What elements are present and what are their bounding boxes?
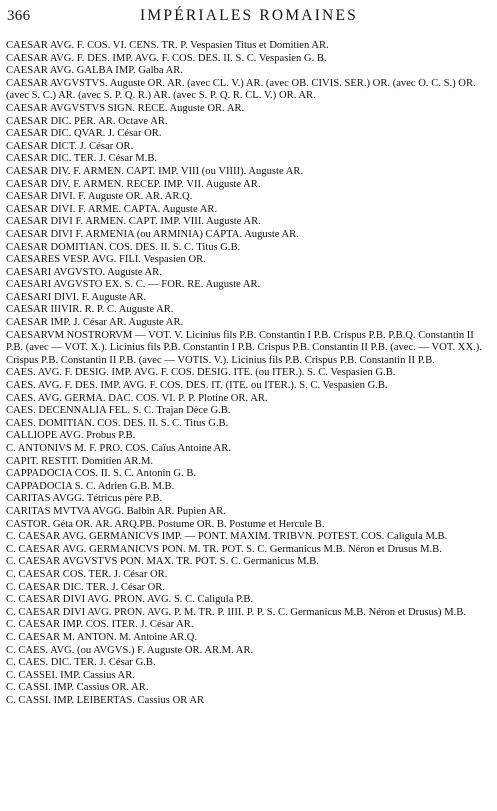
list-item: CAESAR AVGVSTVS SIGN. RECE. Auguste OR. AR.: [6, 102, 245, 114]
list-item: CAPPADOCIA S. C. Adrien G.B. M.B.: [6, 480, 175, 492]
list-item: CAESAR DOMITIAN. COS. DES. II. S. C. Titus G.B.: [6, 241, 241, 253]
entry-list: [6, 40, 491, 707]
list-item: CAESAR DIVI. F. ARME. CAPTA. Auguste AR.: [6, 203, 218, 215]
list-item: CAESARI AVGVSTO EX. S. C. — FOR. RE. Auguste AR.: [6, 279, 261, 291]
list-item: CALLIOPE AVG. Probus P.B.: [6, 430, 136, 442]
list-item: C. CAESAR DIVI AVG. PRON. AVG. S. C. Caligula P.B.: [6, 594, 254, 606]
list-item: C. CAES. AVG. (ou AVGVS.) F. Auguste OR. AR.M. AR.: [6, 644, 254, 656]
list-item: CAPPADOCIA COS. II. S. C. Antonin G. B.: [6, 468, 197, 480]
list-item: C. CAESAR AVG. GERMANICVS IMP. — PONT. MAXIM. TRIBVN. POTEST. COS. Caligula M.B.: [6, 531, 448, 543]
list-item: CAESAR AVG. GALBA IMP. Galba AR.: [6, 65, 183, 77]
list-item: CAPIT. RESTIT. Domitien AR.M.: [6, 455, 154, 467]
list-item: C. CASSI. IMP. LEIBERTAS. Cassius OR AR: [6, 694, 205, 706]
list-item: CAES. AVG. F. DESIG. IMP. AVG. F. COS. DESIG. ITE. (ou ITER.). S. C. Vespasien G.B.: [6, 367, 396, 379]
list-item: CAESAR IIIVIR. R. P. C. Auguste AR.: [6, 304, 174, 316]
list-item: CAESAR DIVI F. ARMEN. CAPT. IMP. VIII. Auguste AR.: [6, 216, 261, 228]
list-item: C. CAESAR AVGVSTVS PON. MAX. TR. POT. S. C. Germanicus M.B.: [6, 556, 319, 568]
list-item: CAESAR DIVI F. ARMENIA (ou ARMINIA) CAPTA. Auguste AR.: [6, 228, 299, 240]
list-item: CASTOR. Géta OR. AR. ARQ.PB. Postume OR. B. Postume et Hercule B.: [6, 518, 325, 530]
list-item: CAESAR DIC. TER. J. César M.B.: [6, 153, 158, 165]
list-item: C. CASSI. IMP. Cassius OR. AR.: [6, 682, 149, 694]
list-item: CAESAR DICT. J. César OR.: [6, 140, 134, 152]
list-item: CAES. DECENNALIA FEL. S. C. Trajan Dèce G.B.: [6, 405, 231, 417]
list-item: C. CAESAR DIC. TER. J. César OR.: [6, 581, 166, 593]
list-item: C. CAESAR IMP. COS. ITER. J. César AR.: [6, 619, 194, 631]
list-item: CARITAS MVTVA AVGG. Balbin AR. Pupien AR.: [6, 505, 226, 517]
list-item: CAESAR AVGVSTVS. Auguste OR. AR. (avec CL. V.) AR. (avec OB. CIVIS. SER.) OR. (avec O. C. S.) OR. (avec S. C.) AR. (avec S. P. Q. R.) AR. (avec S. P. Q. R. CL. V.) OR. AR.: [6, 77, 476, 102]
list-item: CAESARVM NOSTRORVM — VOT. V. Licinius fils P.B. Constantin I P.B. Crispus P.B. P.B.Q. Constantin II P.B. (avec — VOT. X.). Licinius fils P.B. Constantin I P.B. Crispus P.B. Constantin II P.B. (avec. — VOT. XX.). Crispus P.B. Constantin II P.B. (avec — VOTIS. V.). Licinius fils P.B. Crispus P.B. Constantin II P.B.: [6, 329, 482, 366]
list-item: CAESAR DIV. F. ARMEN. RECEP. IMP. VII. Auguste AR.: [6, 178, 261, 190]
list-item: CAES. AVG. GERMA. DAC. COS. VI. P. P. Plotine OR. AR.: [6, 392, 268, 404]
list-item: C. CAESAR AVG. GERMANICVS PON. M. TR. POT. S. C. Germanicus M.B. Néron et Drusus M.B.: [6, 543, 442, 555]
list-item: C. CAESAR M. ANTON. M. Antoine AR.Q.: [6, 631, 198, 643]
list-item: CAES. AVG. F. DES. IMP. AVG. F. COS. DES. IT. (ITE. ou ITER.). S. C. Vespasien G.B.: [6, 380, 388, 392]
page-number: 366: [7, 8, 31, 24]
list-item: C. CASSEI. IMP. Cassius AR.: [6, 669, 135, 681]
list-item: CAESARI DIVI. F. Auguste AR.: [6, 291, 147, 303]
list-item: CAESAR DIC. PER. AR. Octave AR.: [6, 115, 168, 127]
list-item: CAESAR DIVI. F. Auguste OR. AR. AR.Q.: [6, 191, 193, 203]
list-item: CAESARI AVGVSTO. Auguste AR.: [6, 266, 162, 278]
list-item: C. CAES. DIC. TER. J. César G.B.: [6, 657, 156, 669]
list-item: CARITAS AVGG. Tétricus père P.B.: [6, 493, 163, 505]
page-header: [7, 6, 491, 30]
list-item: C. CAESAR COS. TER. J. César OR.: [6, 568, 168, 580]
list-item: CAESAR DIC. QVAR. J. César OR.: [6, 128, 162, 140]
list-item: CAESAR DIV. F. ARMEN. CAPT. IMP. VIII (ou VIIII). Auguste AR.: [6, 165, 304, 177]
list-item: C. CAESAR DIVI AVG. PRON. AVG. P. M. TR. P. IIII. P. P. S. C. Germanicus M.B. Néron et Drusus) M.B.: [6, 606, 466, 618]
list-item: CAESAR AVG. F. DES. IMP. AVG. F. COS. DES. II. S. C. Vespasien G. B.: [6, 52, 327, 64]
list-item: CAESAR AVG. F. COS. VI. CENS. TR. P. Vespasien Titus et Domitien AR.: [6, 40, 329, 51]
list-item: CAESAR IMP. J. César AR. Auguste AR.: [6, 317, 184, 329]
running-title: IMPÉRIALES ROMAINES: [140, 7, 358, 24]
list-item: CAES. DOMITIAN. COS. DES. II. S. C. Titus G.B.: [6, 417, 229, 429]
list-item: CAESARES VESP. AVG. FILI. Vespasien OR.: [6, 254, 206, 266]
list-item: C. ANTONIVS M. F. PRO. COS. Caïus Antoine AR.: [6, 443, 231, 454]
